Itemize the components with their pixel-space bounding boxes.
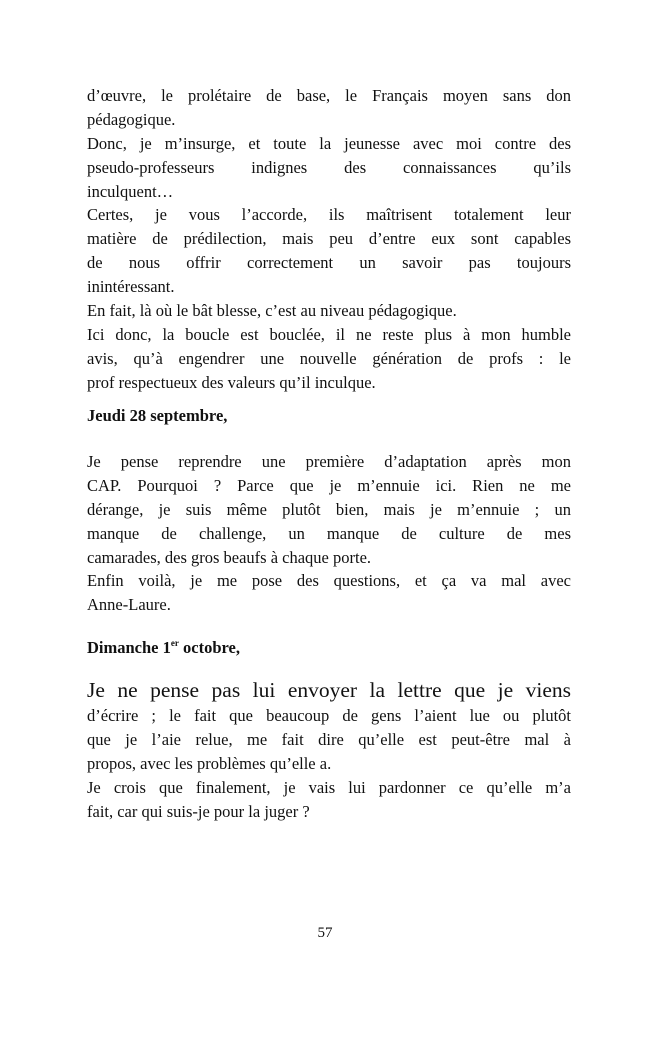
text-line: CAP. Pourquoi ? Parce que je m’ennuie ici. Rien ne me [87,475,571,495]
text-line: camarades, des gros beaufs à chaque porte. [87,547,372,567]
text-line: Je pense reprendre une première d’adaptation après mon [87,452,571,471]
text-line: avis, qu’à engendrer une nouvelle génération de profs : le [87,348,571,368]
entry-heading-jeudi: Jeudi 28 septembre, [87,406,228,425]
text-line: Enfin voilà, je me pose des questions, et ça va mal avec [87,571,571,591]
text-line: pseudo-professeurs indignes des connaissances qu’ils [87,157,571,177]
text-line: En fait, là où le bât blesse, c’est au niveau pédagogique. [87,301,457,321]
text-block-2 [87,450,571,617]
heading-superscript: er [170,638,179,648]
text-line: manque de challenge, un manque de culture de mes [87,523,571,543]
text-block-3 [87,677,571,823]
text-line: de nous offrir correctement un savoir pas toujours [87,253,571,273]
text-line: dérange, je suis même plutôt bien, mais je m’ennuie ; un [87,499,571,519]
text-line: matière de prédilection, mais peu d’entre eux sont capables [87,229,571,249]
text-line: pédagogique. [87,109,176,129]
text-line: inintéressant. [87,277,175,297]
entry-heading-dimanche [87,631,240,660]
text-line: Je crois que finalement, je vais lui pardonner ce qu’elle m’a [87,777,571,797]
page-number: 57 [317,925,333,941]
heading-text: octobre, [178,638,240,657]
text-line: que je l’aie relue, me fait dire qu’elle est peut-être mal à [87,729,571,749]
text-line: fait, car qui suis-je pour la juger ? [87,801,310,821]
text-line: Anne-Laure. [87,595,171,615]
text-line: Ici donc, la boucle est bouclée, il ne reste plus à mon humble [87,324,571,344]
text-line: Je ne pense pas lui envoyer la lettre que je viens [87,678,571,702]
text-line: d’œuvre, le prolétaire de base, le Français moyen sans don [87,86,571,105]
text-line: inculquent… [87,181,174,201]
text-line: Certes, je vous l’accorde, ils maîtrisent totalement leur [87,205,571,225]
text-line: propos, avec les problèmes qu’elle a. [87,753,332,773]
heading-text: Dimanche 1 [87,638,171,657]
text-block-1 [87,84,571,395]
text-line: d’écrire ; le fait que beaucoup de gens l’aient lue ou plutôt [87,706,571,725]
text-line: prof respectueux des valeurs qu’il inculque. [87,372,376,392]
text-line: Donc, je m’insurge, et toute la jeunesse avec moi contre des [87,133,571,153]
